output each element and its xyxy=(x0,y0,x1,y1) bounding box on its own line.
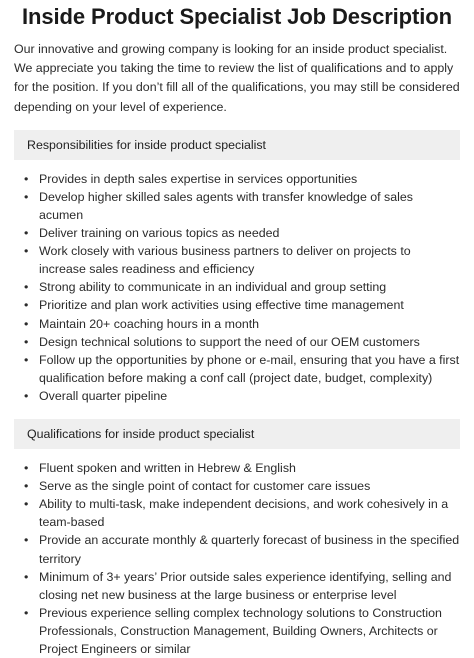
bullet-icon: • xyxy=(24,171,29,186)
bullet-icon: • xyxy=(24,244,29,259)
bullet-icon: • xyxy=(24,497,29,512)
list-item: • Design technical solutions to support the need of our OEM customers xyxy=(24,333,460,351)
list-item: • Follow up the opportunities by phone or e-mail, ensuring that you have a first qualification before making a conf call (project date, budget, complexity) xyxy=(24,352,460,385)
qualifications-header: Qualifications for inside product specialist xyxy=(14,419,460,449)
list-item: • Ability to multi-task, make independent decisions, and work cohesively in a team-based xyxy=(24,497,449,530)
list-item: • Deliver training on various topics as needed xyxy=(24,224,460,242)
intro-paragraph: Our innovative and growing company is looking for an inside product specialist. We appreciate you taking the time to review the list of qualifications and to apply for the position. If you don’t fill all of the qualifications, you may still be considered depending on your level of experience. xyxy=(14,42,460,114)
bullet-icon: • xyxy=(24,298,29,313)
bullet-icon: • xyxy=(24,533,29,548)
bullet-icon: • xyxy=(24,316,29,331)
list-item: • Serve as the single point of contact for customer care issues xyxy=(24,477,460,495)
bullet-icon: • xyxy=(24,226,29,241)
bullet-icon: • xyxy=(24,569,29,584)
list-item: • Minimum of 3+ years’ Prior outside sales experience identifying, selling and closing net new business at the large business or enterprise level xyxy=(24,569,452,602)
bullet-icon: • xyxy=(24,280,29,295)
bullet-icon: • xyxy=(24,605,29,620)
list-item: • Prioritize and plan work activities using effective time management xyxy=(24,296,460,314)
list-item: • Strong ability to communicate in an individual and group setting xyxy=(24,278,460,296)
list-item: • Maintain 20+ coaching hours in a month xyxy=(24,315,460,333)
bullet-icon: • xyxy=(24,461,29,476)
responsibilities-list xyxy=(14,170,460,405)
list-item: • Overall quarter pipeline xyxy=(24,387,460,405)
list-item: • Work closely with various business partners to deliver on projects to increase sales readiness and efficiency xyxy=(24,244,411,277)
bullet-icon: • xyxy=(24,388,29,403)
list-item: • Previous experience selling complex technology solutions to Construction Professionals, Construction Management, Building Owners, Architects or Project Engineers or similar xyxy=(24,605,442,656)
responsibilities-header: Responsibilities for inside product specialist xyxy=(14,130,460,160)
list-item: • Fluent spoken and written in Hebrew & English xyxy=(24,459,460,477)
list-item: • Develop higher skilled sales agents with transfer knowledge of sales acumen xyxy=(24,189,413,222)
list-item: • Provides in depth sales expertise in services opportunities xyxy=(24,170,460,188)
bullet-icon: • xyxy=(24,352,29,367)
page-title: Inside Product Specialist Job Description xyxy=(22,4,452,29)
qualifications-list xyxy=(14,459,460,658)
bullet-icon: • xyxy=(24,189,29,204)
bullet-icon: • xyxy=(24,479,29,494)
bullet-icon: • xyxy=(24,334,29,349)
list-item: • Provide an accurate monthly & quarterly forecast of business in the specified territory xyxy=(24,533,460,566)
